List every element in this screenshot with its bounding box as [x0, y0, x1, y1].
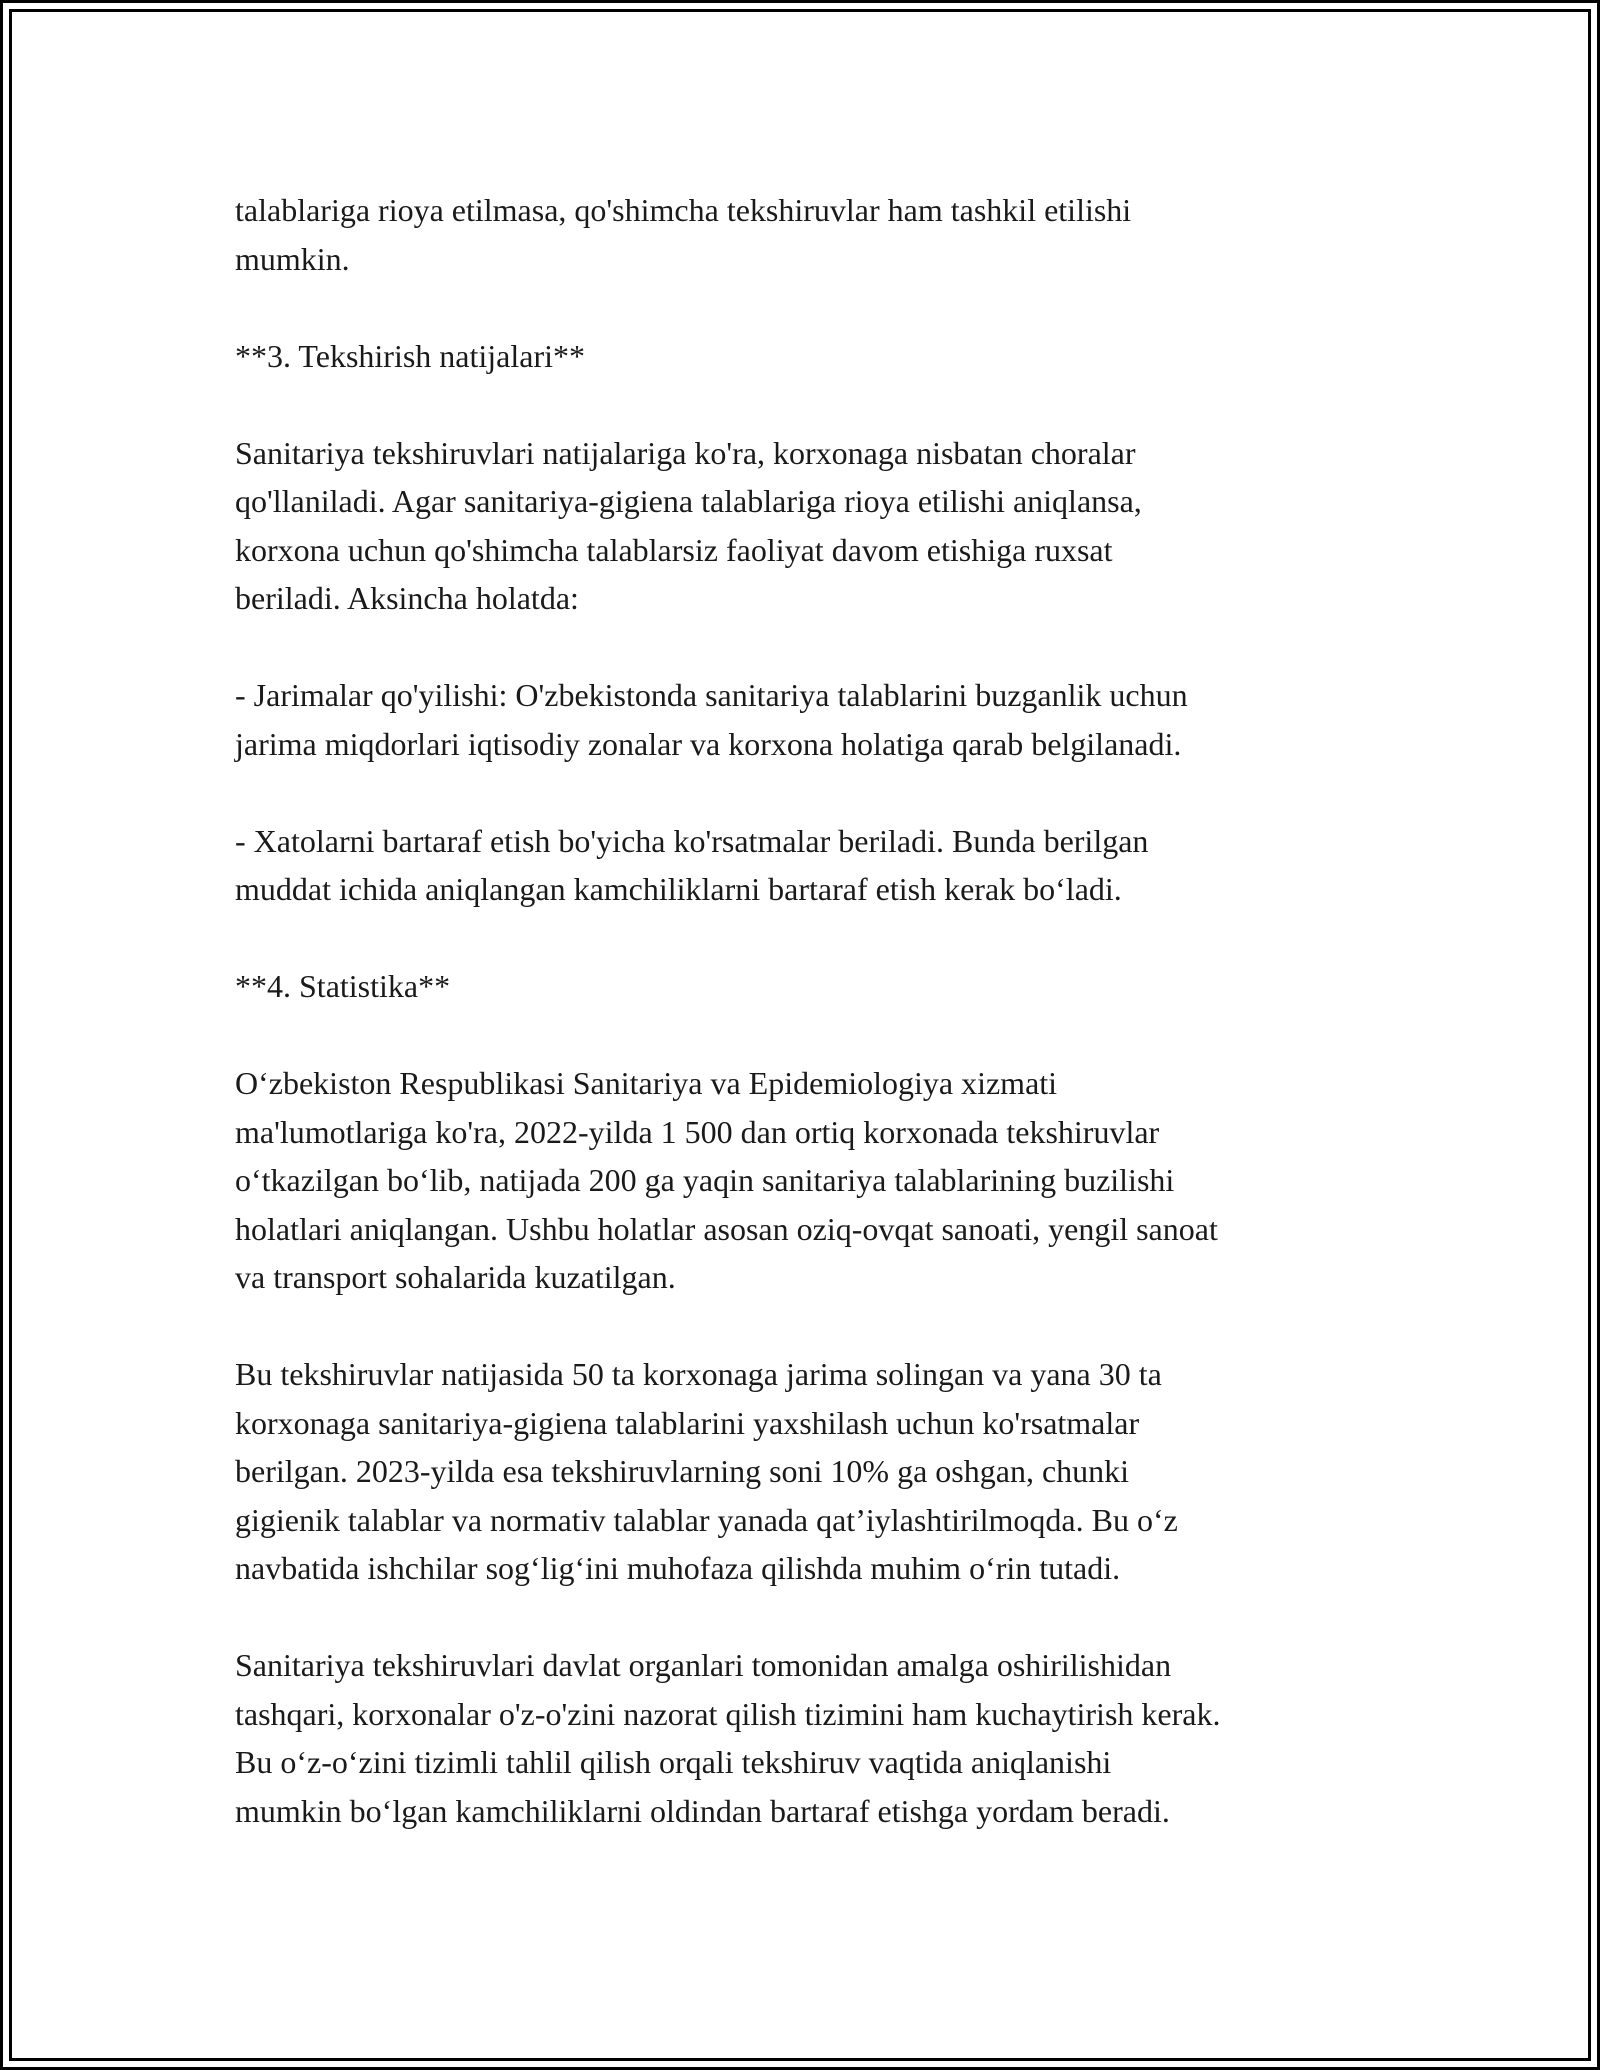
text-line: gigienik talablar va normativ talablar yanada qat’iylashtirilmoqda. Bu o‘z [235, 1501, 1178, 1538]
text-line: holatlari aniqlangan. Ushbu holatlar asosan oziq-ovqat sanoati, yengil sanoat [235, 1210, 1218, 1247]
text-line: Bu o‘z-o‘zini tizimli tahlil qilish orqali tekshiruv vaqtida aniqlanishi [235, 1744, 1112, 1780]
text-line: tashqari, korxonalar o'z-o'zini nazorat qilish tizimini ham kuchaytirish kerak. [235, 1695, 1221, 1732]
text-line: Sanitariya tekshiruvlari davlat organlari tomonidan amalga oshirilishidan [235, 1647, 1172, 1683]
text-line: o‘tkazilgan bo‘lib, natijada 200 ga yaqin sanitariya talablarining buzilishi [235, 1162, 1175, 1198]
text-line: - Jarimalar qo'yilishi: O'zbekistonda sanitariya talablarini buzganlik uchun [235, 677, 1188, 713]
paragraph-self-control [235, 1641, 1385, 1835]
text-line: beriladi. Aksincha holatda: [235, 580, 579, 616]
section-heading-4 [235, 962, 1385, 1011]
bullet-corrections [235, 817, 1385, 914]
paragraph-fines-stats [235, 1350, 1385, 1593]
text-line: mumkin bo‘lgan kamchiliklarni oldindan bartaraf etishga yordam beradi. [235, 1792, 1170, 1829]
section-heading-3 [235, 332, 1385, 381]
text-line: va transport sohalarida kuzatilgan. [235, 1259, 676, 1295]
heading-line: **4. Statistika** [235, 968, 451, 1004]
text-line: mumkin. [235, 240, 350, 277]
text-line: O‘zbekiston Respublikasi Sanitariya va Epidemiologiya xizmati [235, 1065, 1058, 1101]
heading-line: **3. Tekshirish natijalari** [235, 337, 585, 374]
text-line: jarima miqdorlari iqtisodiy zonalar va korxona holatiga qarab belgilanadi. [235, 725, 1182, 762]
text-line: Sanitariya tekshiruvlari natijalariga ko'ra, korxonaga nisbatan choralar [235, 434, 1136, 471]
text-line: ma'lumotlariga ko'ra, 2022-yilda 1 500 dan ortiq korxonada tekshiruvlar [235, 1113, 1160, 1150]
text-line: muddat ichida aniqlangan kamchiliklarni bartaraf etish kerak bo‘ladi. [235, 871, 1122, 907]
text-line: korxona uchun qo'shimcha talablarsiz faoliyat davom etishiga ruxsat [235, 531, 1113, 568]
text-line: korxonaga sanitariya-gigiena talablarini yaxshilash uchun ko'rsatmalar [235, 1404, 1140, 1441]
text-line: navbatida ishchilar sog‘lig‘ini muhofaza qilishda muhim o‘rin tutadi. [235, 1550, 1121, 1586]
text-line: Bu tekshiruvlar natijasida 50 ta korxonaga jarima solingan va yana 30 ta [235, 1356, 1162, 1392]
paragraph-results [235, 429, 1385, 623]
paragraph-continuation [235, 186, 1385, 283]
text-line: qo'llaniladi. Agar sanitariya-gigiena talablariga rioya etilishi aniqlansa, [235, 483, 1142, 519]
text-line: - Xatolarni bartaraf etish bo'yicha ko'rsatmalar beriladi. Bunda berilgan [235, 822, 1149, 859]
bullet-fines [235, 671, 1385, 768]
paragraph-statistics [235, 1059, 1385, 1302]
text-line: talablariga rioya etilmasa, qo'shimcha tekshiruvlar ham tashkil etilishi [235, 192, 1132, 228]
document-body [235, 186, 1385, 1835]
text-line: berilgan. 2023-yilda esa tekshiruvlarning soni 10% ga oshgan, chunki [235, 1453, 1130, 1489]
